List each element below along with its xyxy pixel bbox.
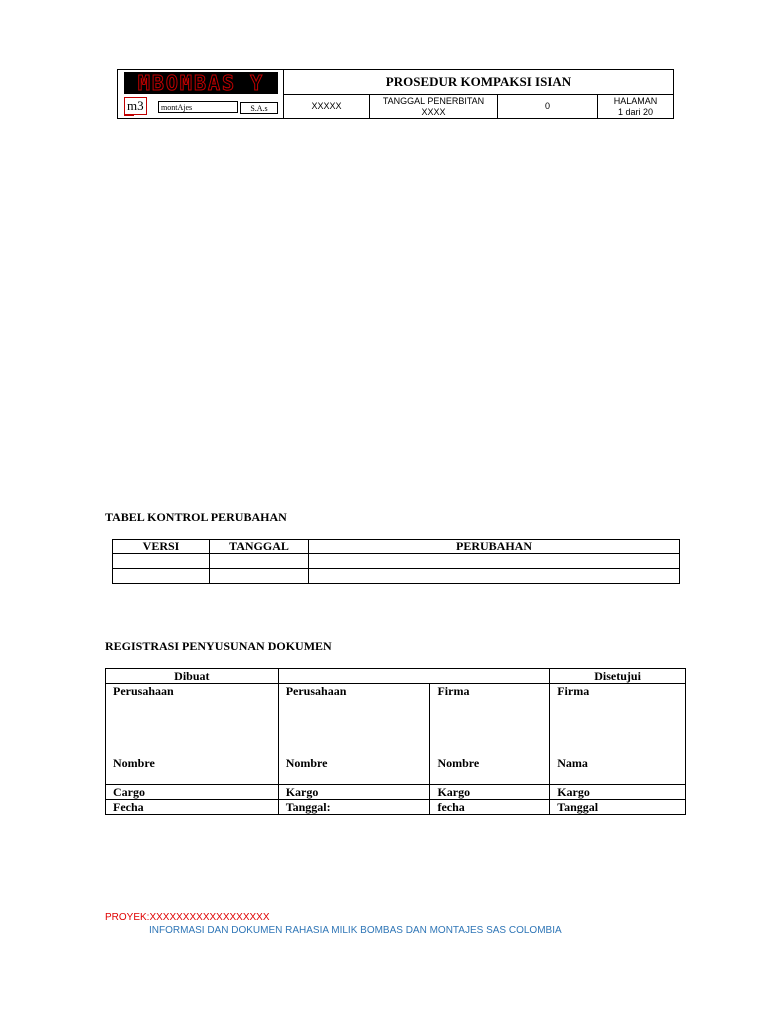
signature-label: Firma: [557, 684, 590, 698]
issue-date-label: TANGGAL PENERBITAN: [382, 95, 485, 106]
revision-value: 0: [544, 101, 550, 111]
table-row: [106, 669, 686, 684]
table-row: [113, 569, 680, 584]
document-code-value: XXXXX: [311, 101, 342, 111]
column-header-version: VERSI: [113, 540, 210, 554]
date-label: Fecha: [106, 800, 279, 815]
column-header-date: TANGGAL: [210, 540, 309, 554]
approved-by-header: Disetujui: [550, 669, 686, 684]
table-header-row: [113, 540, 680, 554]
change-control-heading: TABEL KONTROL PERUBAHAN: [105, 510, 287, 524]
date-label: Tanggal:: [278, 800, 430, 815]
created-by-header: Dibuat: [106, 669, 279, 684]
signature-cell: [430, 684, 550, 785]
logo-m3-mark: m3: [124, 97, 147, 115]
name-label: Nombre: [113, 756, 155, 770]
signature-cell: [106, 684, 279, 785]
revision-cell: [498, 95, 598, 118]
logo-wordmark: MBOMBAS Y: [124, 72, 278, 94]
blank-header: [278, 669, 550, 684]
project-footer: PROYEK:XXXXXXXXXXXXXXXXXX: [105, 912, 270, 923]
date-label: Tanggal: [550, 800, 686, 815]
company-label: Perusahaan: [113, 684, 174, 698]
logo-sas-text: S.A.s: [240, 102, 278, 114]
position-label: Cargo: [106, 785, 279, 800]
issue-date-cell: [370, 95, 498, 118]
issue-date-value: XXXX: [421, 106, 446, 117]
signature-cell: [550, 684, 686, 785]
table-cell: [210, 554, 309, 569]
table-row: [106, 800, 686, 815]
page-label: HALAMAN: [613, 95, 658, 106]
table-cell: [113, 569, 210, 584]
signature-label: Firma: [437, 684, 470, 698]
company-label: Perusahaan: [285, 684, 347, 698]
table-cell: [113, 554, 210, 569]
logo-accent: [124, 114, 134, 116]
logo-montajes-text: montAjes: [158, 101, 238, 113]
document-title: PROSEDUR KOMPAKSI ISIAN: [284, 70, 673, 95]
document-header: [117, 69, 674, 119]
change-control-table: [112, 539, 680, 584]
name-label: Nama: [557, 756, 588, 770]
confidential-notice: INFORMASI DAN DOKUMEN RAHASIA MILIK BOMBAS DAN MONTAJES SAS COLOMBIA: [149, 925, 562, 936]
name-label: Nombre: [285, 756, 328, 770]
position-label: Kargo: [430, 785, 550, 800]
column-header-changes: PERUBAHAN: [309, 540, 680, 554]
company-logo: [118, 70, 284, 118]
date-label: fecha: [430, 800, 550, 815]
table-cell: [309, 554, 680, 569]
page-number-cell: [598, 95, 673, 118]
position-label: Kargo: [278, 785, 430, 800]
name-label: Nombre: [437, 756, 480, 770]
table-row: [113, 554, 680, 569]
registry-heading: REGISTRASI PENYUSUNAN DOKUMEN: [105, 639, 332, 653]
document-code: [284, 95, 370, 118]
signature-cell: [278, 684, 430, 785]
table-row: [106, 684, 686, 785]
table-row: [106, 785, 686, 800]
registry-table: [105, 668, 686, 815]
position-label: Kargo: [550, 785, 686, 800]
table-cell: [309, 569, 680, 584]
table-cell: [210, 569, 309, 584]
page-value: 1 dari 20: [617, 106, 654, 117]
